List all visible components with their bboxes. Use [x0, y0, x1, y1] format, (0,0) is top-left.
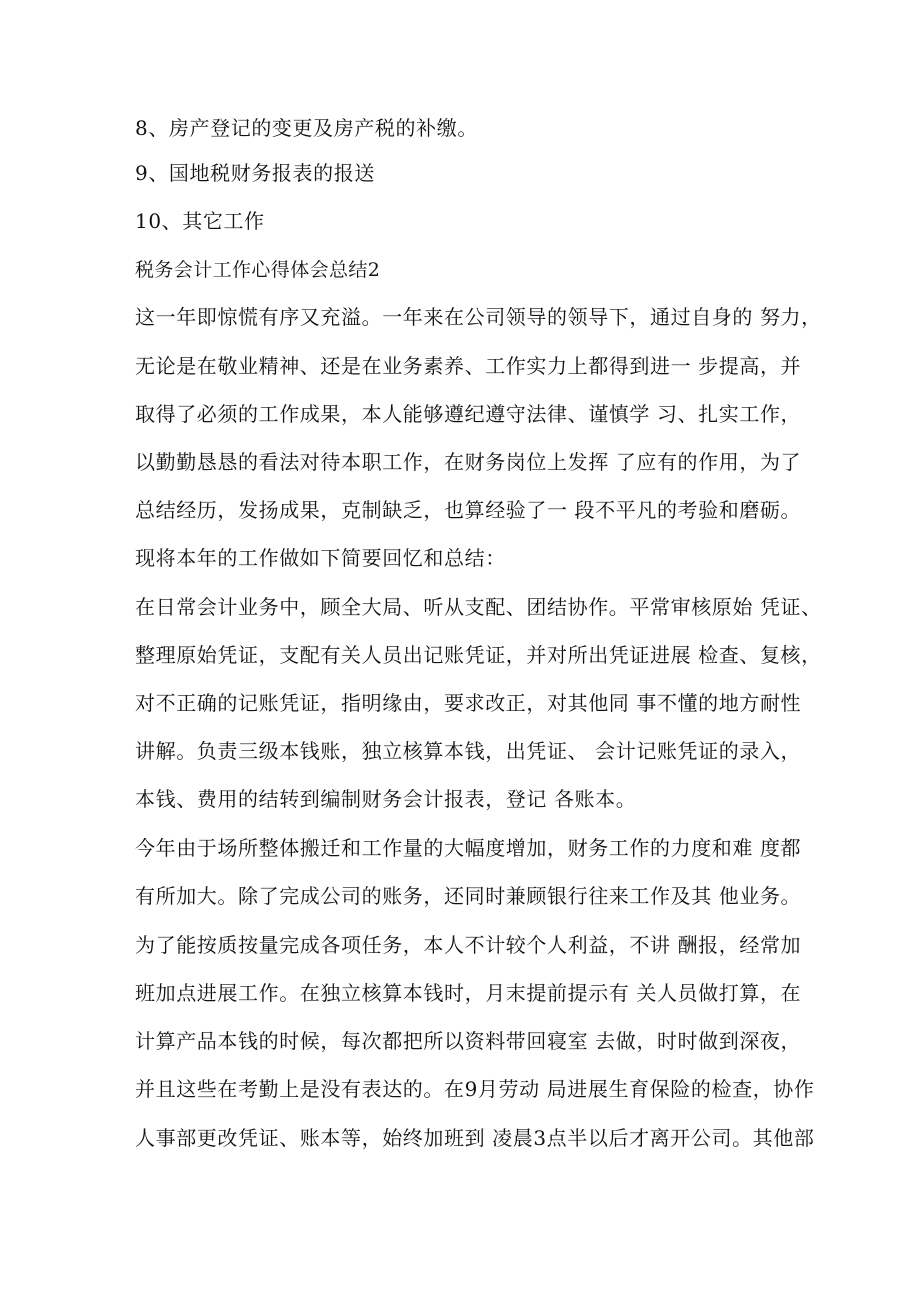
- paragraph-line: 对不正确的记账凭证，指明缘由，要求改正，对其他同 事不懂的地方耐性: [135, 691, 802, 715]
- list-item-10: 10、其它工作: [135, 209, 265, 233]
- list-item-8: 8、房产登记的变更及房产税的补缴。: [135, 116, 478, 140]
- paragraph-line: 班加点进展工作。在独立核算本钱时，月末提前提示有 关人员做打算，在: [135, 981, 802, 1005]
- paragraph-line: 这一年即惊慌有序又充溢。一年来在公司领导的领导下，通过自身的 努力，: [135, 305, 822, 329]
- paragraph-line: 整理原始凭证，支配有关人员出记账凭证，并对所出凭证进展 检查、复核，: [135, 643, 822, 667]
- paragraph-line: 在日常会计业务中，顾全大局、听从支配、团结协作。平常审核原始 凭证、: [135, 595, 822, 619]
- paragraph-line: 讲解。负责三级本钱账，独立核算本钱，出凭证、 会计记账凭证的录入，: [135, 739, 802, 763]
- paragraph-line: 人事部更改凭证、账本等，始终加班到 凌晨3点半以后才离开公司。其他部: [135, 1126, 815, 1150]
- paragraph-line: 有所加大。除了完成公司的账务，还同时兼顾银行往来工作及其 他业务。: [135, 884, 802, 908]
- paragraph-line: 计算产品本钱的时候，每次都把所以资料带回寝室 去做，时时做到深夜，: [135, 1029, 802, 1053]
- paragraph-line: 总结经历，发扬成果，克制缺乏，也算经验了一 段不平凡的考验和磨砺。: [135, 498, 802, 522]
- paragraph-line: 为了能按质按量完成各项任务，本人不计较个人利益，不讲 酬报，经常加: [135, 933, 802, 957]
- section-title: 税务会计工作心得体会总结2: [135, 259, 381, 281]
- paragraph-line: 本钱、费用的结转到编制财务会计报表，登记 各账本。: [135, 787, 637, 811]
- paragraph-line: 今年由于场所整体搬迁和工作量的大幅度增加，财务工作的力度和难 度都: [135, 836, 802, 860]
- paragraph-line: 取得了必须的工作成果，本人能够遵纪遵守法律、谨慎学 习、扎实工作，: [135, 402, 802, 426]
- paragraph-line: 以勤勤恳恳的看法对待本职工作，在财务岗位上发挥 了应有的作用，为了: [135, 450, 802, 474]
- list-item-9: 9、国地税财务报表的报送: [135, 161, 375, 185]
- paragraph-line: 并且这些在考勤上是没有表达的。在9月劳动 局进展生育保险的检查，协作: [135, 1077, 815, 1101]
- paragraph-line: 现将本年的工作做如下简要回忆和总结：: [135, 546, 506, 570]
- paragraph-line: 无论是在敬业精神、还是在业务素养、工作实力上都得到进一 步提高，并: [135, 354, 802, 378]
